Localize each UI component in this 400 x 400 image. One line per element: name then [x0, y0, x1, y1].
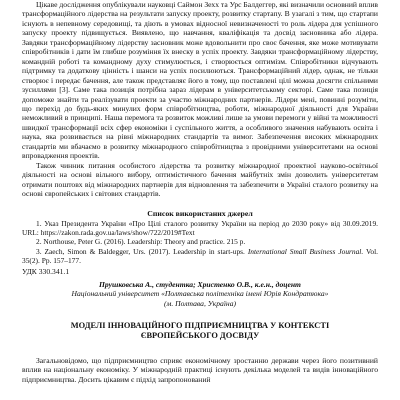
body-paragraph-2: Також чинник питання особистого лідерства та розвитку міжнародної проектної науково-освітньої діяльності на основі вільного вибору, оптимістичного бачення майбутніх змін дозволить університетам отримати поштовх від міжнародних партнерів для відновлення та забезпечити в Україні сталого розвитку на основі європейських і світових стандартів.: [22, 160, 378, 199]
intro-text: [22, 356, 378, 384]
author-city: (м. Полтава, Україна): [163, 298, 237, 308]
body-paragraph-1: Цікаве дослідження опублікували науковці Саймон Зехх та Урс Балдеггер, які визначили основний вплив трансформаційного лідерства на результати запуску проекту, розвитку стартапу. В узагалі з тим, що стартапи існують в непевному середовищі, та діють в умовах відносної невизначеності то роль лідера для успішного запуску проекту підвищується. Виявлено, що навчання, кваліфікація та досвід засновника або лідера. Завдяки трансформаційному лідерству засновник може вдовольнити про своє бачення, яке може мотивувати співробітників і дати їм глибше розуміння їх внеску в успіх проекту. Завдяки трансформаційному лідерству, командній роботі та командному духу стимулюється, і створюється оптимізм. Співробітники відчувають підтримку та додаткову цінність і шанси на успіх посилюються. Трансформаційний лідер, однак, не тільки створює і передає бачення, але також представляє його в тому, що поставлені цілі можна досягти спільними зусиллями [3]. Саме така позиція потрібна зараз лідерам в університетському секторі. Саме така позиція допоможе знайти та реалізувати проекти за участю міжнародних партнерів. Лідери мені, повинні розуміти, що перехід до будь-яких минулих форм співробітництва, роботи, міжнародної діяльності для України неможливий в принципі. Наша перемога та розвиток можливі лише за умови перемоги у війні та можливості швидкої трансформації всіх сфер економіки і суспільного життя, а особливого значення набувають освіта і наука, яка розвивається на рівні міжнародних стандартів та вимог. Забезпечення високих міжнародних стандартів ми вбачаємо в розвитку міжнародного співробітництва з провідними університетами на основі впровадження проектів.: [22, 0, 378, 161]
references-heading: Список використаних джерел: [147, 209, 253, 218]
reference-item: 3. Zaech, Simon & Baldegger, Urs. (2017). Leadership in start-ups. International Small Business Journal. Vol. 35(2). Pp. 157–177.: [22, 246, 378, 265]
reference-item: 2. Northouse, Peter G. (2016). Leadership: Theory and practice. 215 p.: [36, 237, 246, 247]
article-title-line-1: МОДЕЛІ ІННОВАЦІЙНОГО ПІДПРИЄМНИЦТВА У КОНТЕКСТІ: [70, 321, 330, 330]
author-names: Прушковська А., студентка; Христенко О.В., к.е.н., доцент: [99, 280, 301, 289]
article-title: [0, 321, 400, 341]
reference-item: 1. Указ Президента України «Про Цілі сталого розвитку України на період до 2030 року» від 30.09.2019. URL: https://zakon.rada.gov.ua/laws/show/722/2019#Text: [22, 219, 378, 238]
body-text: [22, 0, 378, 199]
authors-block: [0, 280, 400, 308]
author-affiliation: Національний університет «Полтавська політехніка імені Юрія Кондратюка»: [71, 289, 329, 299]
udc-code: УДК 330.341.1: [22, 267, 70, 276]
intro-paragraph: Загальновідомо, що підприємництво сприяє економічному зростанню держави через його позитивний вплив на національну економіку. У міжнародній практиці існують декілька моделей та видів інноваційного підприємництва. Досить цікавим є підхід запропонований: [22, 356, 378, 384]
references-list: [22, 219, 378, 265]
article-title-line-2: ЄВРОПЕЙСЬКОГО ДОСВІДУ: [140, 331, 260, 341]
